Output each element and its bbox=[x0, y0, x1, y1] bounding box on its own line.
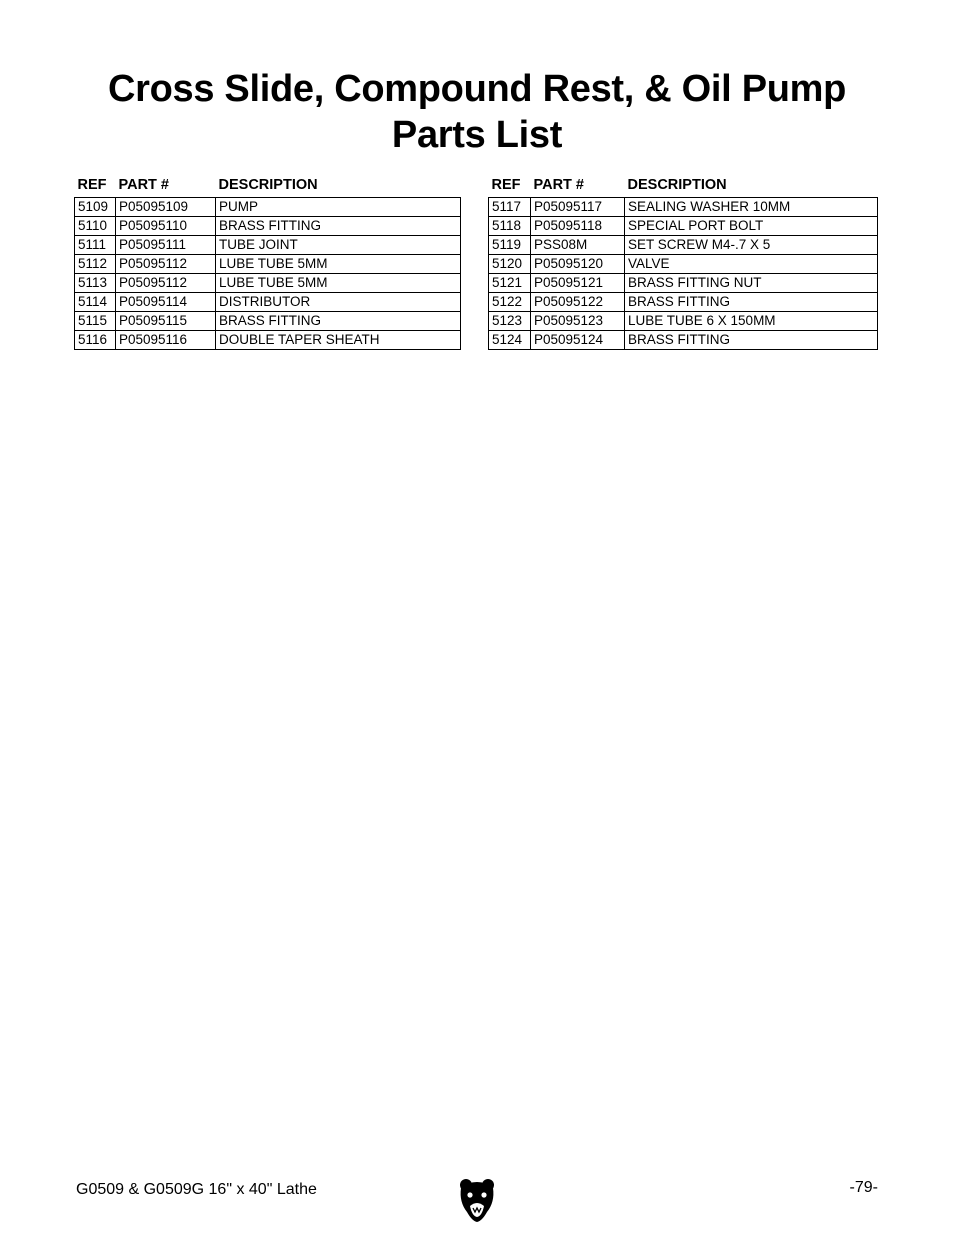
ref-cell: 5119 bbox=[489, 236, 531, 255]
table-row bbox=[75, 293, 461, 312]
ref-cell: 5109 bbox=[75, 198, 116, 217]
page-title bbox=[0, 66, 954, 158]
part-number-cell: P05095117 bbox=[531, 198, 625, 217]
ref-cell: 5110 bbox=[75, 217, 116, 236]
title-line-1: Cross Slide, Compound Rest, & Oil Pump bbox=[107, 68, 847, 110]
ref-cell: 5117 bbox=[489, 198, 531, 217]
table-row bbox=[489, 274, 878, 293]
part-number-cell: P05095118 bbox=[531, 217, 625, 236]
table-row bbox=[75, 217, 461, 236]
column-header-description: DESCRIPTION bbox=[627, 177, 727, 193]
table-header-row bbox=[489, 176, 878, 198]
description-cell: DISTRIBUTOR bbox=[216, 293, 461, 312]
part-number-cell: PSS08M bbox=[531, 236, 625, 255]
ref-cell: 5115 bbox=[75, 312, 116, 331]
part-number-cell: P05095123 bbox=[531, 312, 625, 331]
column-header-ref: REF bbox=[77, 177, 107, 193]
table-row bbox=[75, 255, 461, 274]
ref-cell: 5118 bbox=[489, 217, 531, 236]
part-number-cell: P05095122 bbox=[531, 293, 625, 312]
description-cell: VALVE bbox=[625, 255, 878, 274]
description-cell: BRASS FITTING bbox=[625, 331, 878, 350]
ref-cell: 5112 bbox=[75, 255, 116, 274]
part-number-cell: P05095111 bbox=[116, 236, 216, 255]
title-line-2: Parts List bbox=[391, 114, 563, 156]
part-number-cell: P05095112 bbox=[116, 274, 216, 293]
page-number: -79- bbox=[849, 1179, 878, 1196]
table-row bbox=[75, 331, 461, 350]
table-header-row bbox=[75, 176, 461, 198]
part-number-cell: P05095112 bbox=[116, 255, 216, 274]
ref-cell: 5111 bbox=[75, 236, 116, 255]
table-row bbox=[489, 312, 878, 331]
part-number-cell: P05095110 bbox=[116, 217, 216, 236]
table-row bbox=[489, 255, 878, 274]
table-row bbox=[75, 274, 461, 293]
table-row bbox=[489, 293, 878, 312]
column-header-ref: REF bbox=[491, 177, 521, 193]
ref-cell: 5123 bbox=[489, 312, 531, 331]
description-cell: BRASS FITTING bbox=[625, 293, 878, 312]
footer-model: G0509 & G0509G 16" x 40" Lathe bbox=[76, 1181, 317, 1198]
description-cell: DOUBLE TAPER SHEATH bbox=[216, 331, 461, 350]
description-cell: LUBE TUBE 6 X 150MM bbox=[625, 312, 878, 331]
table-row bbox=[489, 217, 878, 236]
description-cell: BRASS FITTING bbox=[216, 312, 461, 331]
table-row bbox=[75, 236, 461, 255]
description-cell: SPECIAL PORT BOLT bbox=[625, 217, 878, 236]
ref-cell: 5114 bbox=[75, 293, 116, 312]
parts-table-left bbox=[74, 176, 461, 350]
ref-cell: 5120 bbox=[489, 255, 531, 274]
column-header-description: DESCRIPTION bbox=[218, 177, 318, 193]
table-row bbox=[489, 331, 878, 350]
ref-cell: 5124 bbox=[489, 331, 531, 350]
part-number-cell: P05095121 bbox=[531, 274, 625, 293]
table-row bbox=[489, 198, 878, 217]
column-header-part: PART # bbox=[533, 177, 584, 193]
table-row bbox=[75, 312, 461, 331]
description-cell: BRASS FITTING bbox=[216, 217, 461, 236]
part-number-cell: P05095116 bbox=[116, 331, 216, 350]
table-row bbox=[489, 236, 878, 255]
ref-cell: 5116 bbox=[75, 331, 116, 350]
part-number-cell: P05095120 bbox=[531, 255, 625, 274]
part-number-cell: P05095109 bbox=[116, 198, 216, 217]
column-header-part: PART # bbox=[118, 177, 169, 193]
part-number-cell: P05095124 bbox=[531, 331, 625, 350]
description-cell: SEALING WASHER 10MM bbox=[625, 198, 878, 217]
ref-cell: 5113 bbox=[75, 274, 116, 293]
description-cell: LUBE TUBE 5MM bbox=[216, 255, 461, 274]
description-cell: LUBE TUBE 5MM bbox=[216, 274, 461, 293]
part-number-cell: P05095114 bbox=[116, 293, 216, 312]
description-cell: BRASS FITTING NUT bbox=[625, 274, 878, 293]
bear-head-logo-icon bbox=[458, 1178, 496, 1222]
parts-table-right bbox=[488, 176, 878, 350]
description-cell: SET SCREW M4-.7 X 5 bbox=[625, 236, 878, 255]
part-number-cell: P05095115 bbox=[116, 312, 216, 331]
table-row bbox=[75, 198, 461, 217]
description-cell: TUBE JOINT bbox=[216, 236, 461, 255]
ref-cell: 5122 bbox=[489, 293, 531, 312]
description-cell: PUMP bbox=[216, 198, 461, 217]
ref-cell: 5121 bbox=[489, 274, 531, 293]
